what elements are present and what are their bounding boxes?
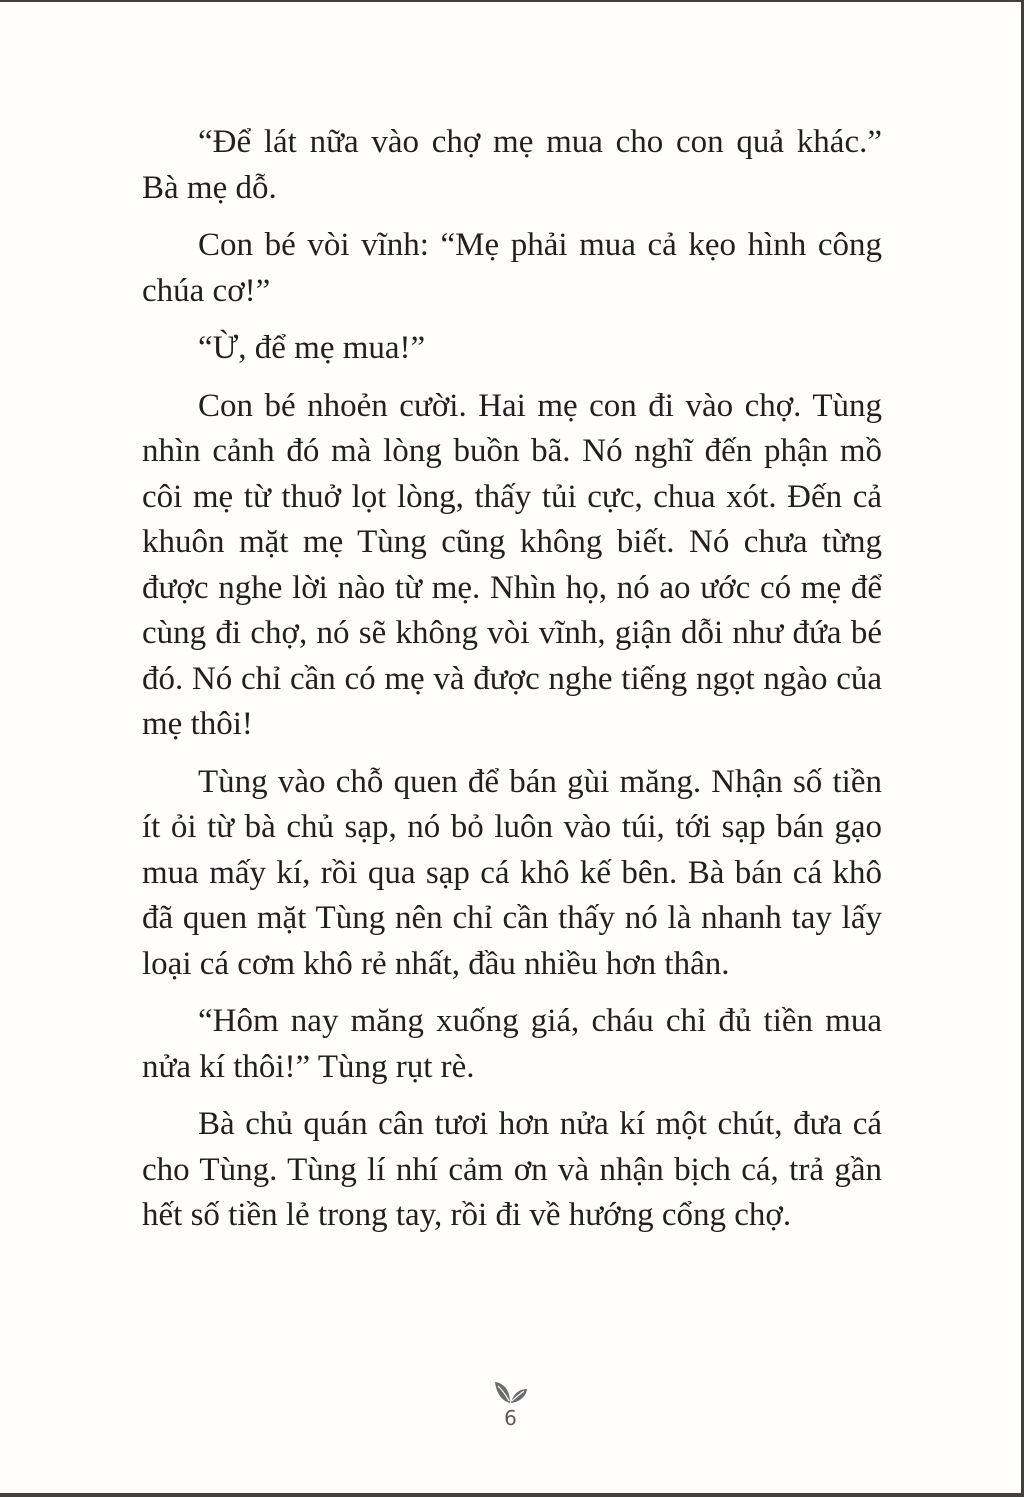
paragraph: Con bé nhoẻn cười. Hai mẹ con đi vào chợ. Tùng nhìn cảnh đó mà lòng buồn bã. Nó nghĩ đến phận mồ côi mẹ từ thuở lọt lòng, thấy tủi cực, chua xót. Đến cả khuôn mặt mẹ Tùng cũng không biết. Nó chưa từng được nghe lời nào từ mẹ. Nhìn họ, nó ao ước có mẹ để cùng đi chợ, nó sẽ không vòi vĩnh, giận dỗi như đứa bé đó. Nó chỉ cần có mẹ và được nghe tiếng ngọt ngào của mẹ thôi! bbox=[142, 387, 882, 742]
body-text bbox=[142, 120, 882, 1251]
paragraph: “Để lát nữa vào chợ mẹ mua cho con quả khác.” Bà mẹ dỗ. bbox=[142, 124, 882, 206]
paragraph: Tùng vào chỗ quen để bán gùi măng. Nhận số tiền ít ỏi từ bà chủ sạp, nó bỏ luôn vào túi, tới sạp bán gạo mua mấy kí, rồi qua sạp cá khô kế bên. Bà bán cá khô đã quen mặt Tùng nên chỉ cần thấy nó là nhanh tay lấy loại cá cơm khô rẻ nhất, đầu nhiều hơn thân. bbox=[142, 763, 882, 982]
page-number: 6 bbox=[504, 1406, 517, 1430]
paragraph: “Hôm nay măng xuống giá, cháu chỉ đủ tiền mua nửa kí thôi!” Tùng rụt rè. bbox=[142, 1003, 882, 1085]
page-footer bbox=[0, 1380, 1021, 1430]
leaf-sprout-icon bbox=[494, 1380, 528, 1404]
paragraph: Con bé vòi vĩnh: “Mẹ phải mua cả kẹo hình công chúa cơ!” bbox=[142, 227, 882, 309]
paragraph: Bà chủ quán cân tươi hơn nửa kí một chút, đưa cá cho Tùng. Tùng lí nhí cảm ơn và nhận bịch cá, trả gần hết số tiền lẻ trong tay, rồi đi về hướng cổng chợ. bbox=[142, 1106, 882, 1233]
paragraph: “Ừ, để mẹ mua!” bbox=[198, 330, 426, 366]
